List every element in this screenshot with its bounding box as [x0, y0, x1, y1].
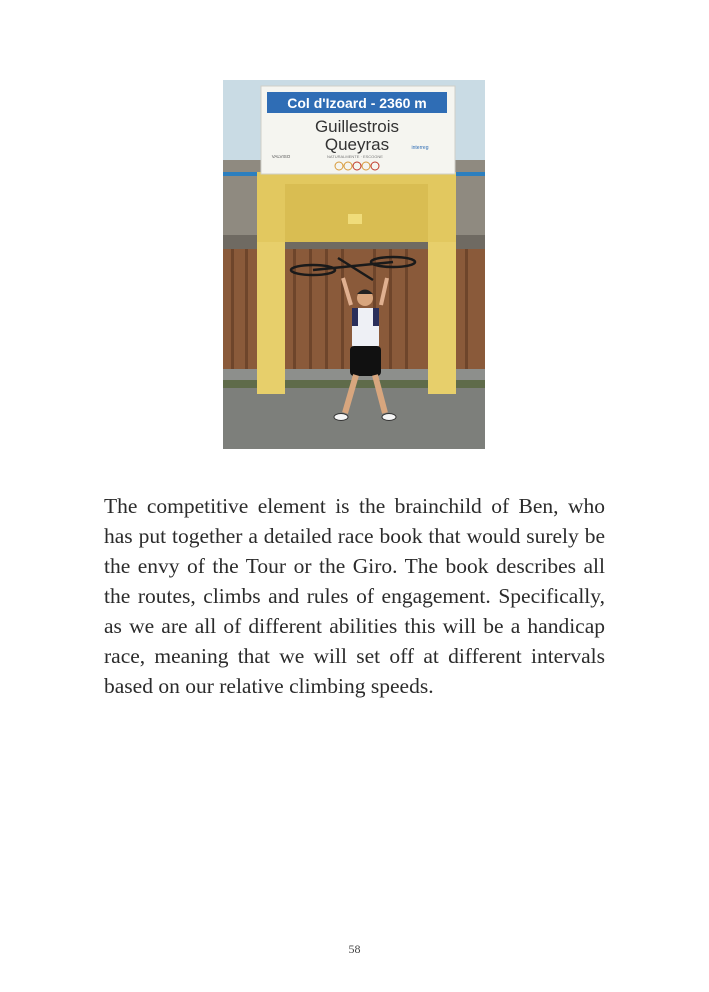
sign-banner-text: Col d'Izoard - 2360 m: [287, 95, 427, 111]
body-paragraph: The competitive element is the brainchild of Ben, who has put together a detailed race book that would surely be the envy of the Tour or the Giro. The book describes all the routes, climbs and rules of engagement. Specifically, as we are all of different abilities this will be a handicap race, meaning that we will set off at different intervals based on our relative climbing speeds.: [104, 494, 605, 698]
sign-left-logo-text: VALVISO: [271, 154, 291, 159]
sign-small-text: NATURALMENTE · ESCOGNE: [327, 154, 383, 159]
sign-right-logo-text: interreg: [411, 145, 429, 151]
sign-line2-text: Queyras: [324, 135, 390, 154]
summit-photo: [223, 80, 485, 449]
page-number: 58: [348, 942, 361, 956]
sign-line1-text: Guillestrois: [314, 117, 400, 136]
